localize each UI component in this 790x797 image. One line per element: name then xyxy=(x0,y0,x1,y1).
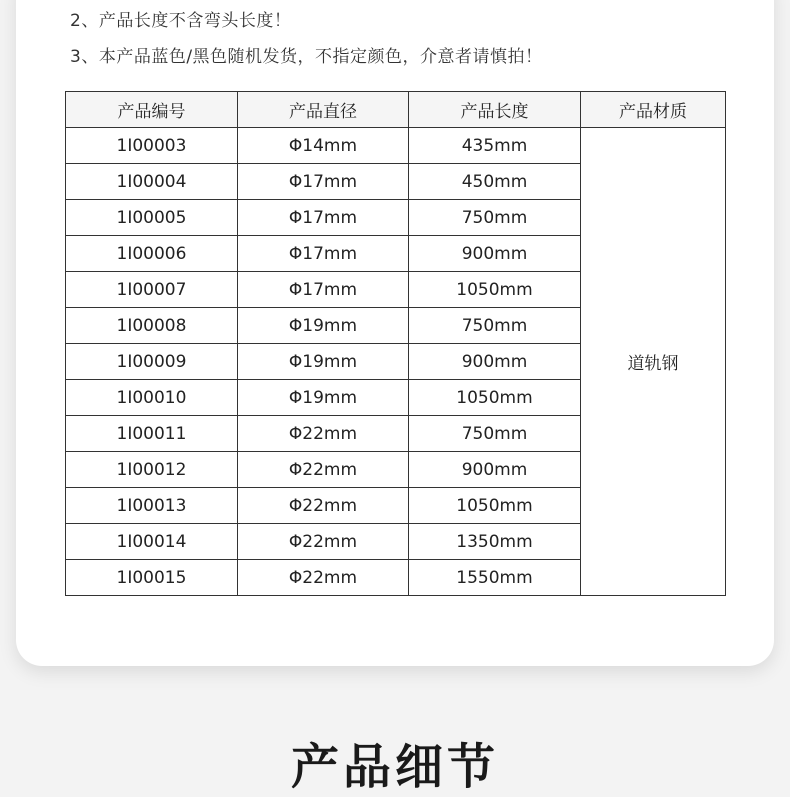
cell-diameter: Φ19mm xyxy=(238,308,409,344)
cell-diameter: Φ22mm xyxy=(238,416,409,452)
cell-code: 1I00012 xyxy=(66,452,238,488)
cell-code: 1I00006 xyxy=(66,236,238,272)
header-length: 产品长度 xyxy=(409,92,581,128)
table-row xyxy=(66,128,726,164)
note-color: 3、本产品蓝色/黑色随机发货，不指定颜色，介意者请慎拍！ xyxy=(70,47,543,67)
cell-length: 750mm xyxy=(409,200,581,236)
cell-diameter: Φ22mm xyxy=(238,560,409,596)
cell-length: 435mm xyxy=(409,128,581,164)
cell-diameter: Φ22mm xyxy=(238,524,409,560)
cell-diameter: Φ17mm xyxy=(238,272,409,308)
cell-length: 750mm xyxy=(409,308,581,344)
cell-code: 1I00011 xyxy=(66,416,238,452)
note-length: 2、产品长度不含弯头长度！ xyxy=(70,11,292,31)
cell-length: 450mm xyxy=(409,164,581,200)
cell-diameter: Φ17mm xyxy=(238,236,409,272)
cell-length: 1050mm xyxy=(409,488,581,524)
cell-code: 1I00014 xyxy=(66,524,238,560)
cell-length: 750mm xyxy=(409,416,581,452)
cell-diameter: Φ19mm xyxy=(238,380,409,416)
cell-length: 1550mm xyxy=(409,560,581,596)
cell-length: 1050mm xyxy=(409,380,581,416)
cell-diameter: Φ17mm xyxy=(238,200,409,236)
cell-diameter: Φ14mm xyxy=(238,128,409,164)
table-body xyxy=(66,128,726,596)
cell-code: 1I00005 xyxy=(66,200,238,236)
cell-length: 900mm xyxy=(409,452,581,488)
header-code: 产品编号 xyxy=(66,92,238,128)
cell-length: 1350mm xyxy=(409,524,581,560)
cell-diameter: Φ17mm xyxy=(238,164,409,200)
cell-length: 900mm xyxy=(409,236,581,272)
cell-code: 1I00003 xyxy=(66,128,238,164)
cell-length: 1050mm xyxy=(409,272,581,308)
cell-code: 1I00007 xyxy=(66,272,238,308)
table-header-row xyxy=(66,92,726,128)
cell-code: 1I00008 xyxy=(66,308,238,344)
header-diameter: 产品直径 xyxy=(238,92,409,128)
cell-diameter: Φ22mm xyxy=(238,488,409,524)
cell-diameter: Φ19mm xyxy=(238,344,409,380)
cell-code: 1I00013 xyxy=(66,488,238,524)
cell-code: 1I00004 xyxy=(66,164,238,200)
cell-material: 道轨钢 xyxy=(581,128,726,596)
cell-code: 1I00015 xyxy=(66,560,238,596)
cell-length: 900mm xyxy=(409,344,581,380)
section-title: 产品细节 xyxy=(290,739,499,795)
cell-code: 1I00009 xyxy=(66,344,238,380)
spec-table xyxy=(65,91,726,596)
header-material: 产品材质 xyxy=(581,92,726,128)
cell-code: 1I00010 xyxy=(66,380,238,416)
cell-diameter: Φ22mm xyxy=(238,452,409,488)
